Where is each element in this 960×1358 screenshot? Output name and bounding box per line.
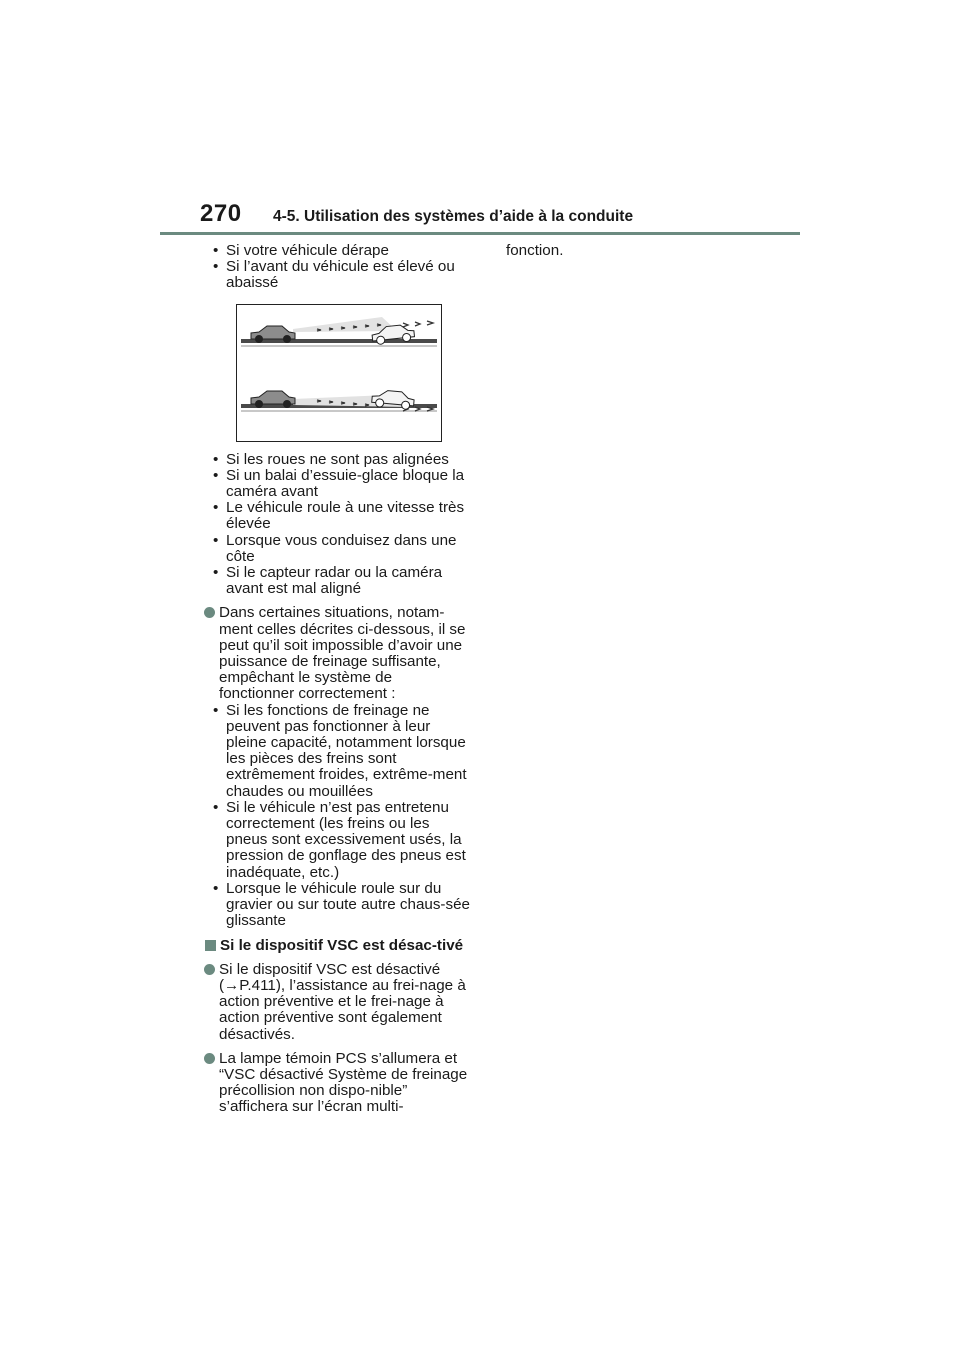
right-column [506, 243, 768, 259]
page-number: 270 [200, 200, 242, 227]
bullet-icon: • [213, 466, 219, 484]
header-rule [160, 232, 800, 235]
list-item: • Le véhicule roule à une vitesse très élevée [213, 499, 465, 533]
bullet-icon: • [213, 564, 219, 582]
list-item: • Si un balai d’essuie-glace bloque la caméra avant [213, 466, 465, 501]
list-item: • Lorsque vous conduisez dans une côte [213, 531, 457, 565]
road-top-shade [241, 345, 437, 347]
bullet-icon: • [213, 879, 219, 897]
circle-bullet-icon [204, 607, 215, 618]
section-title: 4-5. Utilisation des systèmes d’aide à la conduite [273, 208, 634, 225]
road-bottom-shade [241, 410, 437, 412]
circle-bullet-icon [204, 1053, 215, 1064]
vehicle-illustration [236, 304, 442, 442]
list-item: • Si le capteur radar ou la caméra avant est mal aligné [213, 564, 443, 598]
circle-bullet-icon [204, 964, 215, 975]
bullet-icon: • [213, 499, 219, 517]
radar-beam-top [293, 317, 397, 332]
circle-item: Si le dispositif VSC est désactivé (→P.411), l’assistance au frei-nage à action préventive et le frei-nage à action préventive sont également désactivés. [204, 962, 470, 1043]
continuation-text: fonction. [506, 242, 564, 259]
vehicle-illustration-svg [237, 305, 441, 441]
bullet-icon: • [213, 798, 219, 816]
bullet-icon: • [213, 258, 219, 276]
square-heading-icon [205, 940, 216, 951]
list-item: • Si le véhicule n’est pas entretenu correctement (les freins ou les pneus sont excessivement usés, la pression de gonflage des pneus est inadéquate, etc.) [213, 798, 466, 881]
bullet-icon: • [213, 531, 219, 549]
list-item: • Lorsque le véhicule roule sur du gravier ou sur toute autre chaus-sée glissante [213, 879, 470, 930]
list-item: • Si les roues ne sont pas alignées [213, 450, 449, 468]
circle-item: Dans certaines situations, notam-ment celles décrites ci-dessous, il se peut qu’il soit impossible d’avoir une puissance de freinage suffisante, empêchant le système de fonctionner correctement : [204, 605, 470, 702]
list-item: • Si l’avant du véhicule est élevé ou abaissé [213, 258, 455, 292]
bullet-icon: • [213, 701, 219, 719]
section-heading: Si le dispositif VSC est désac-tivé [204, 938, 470, 954]
bullet-icon: • [213, 242, 219, 259]
circle-item: La lampe témoin PCS s’allumera et “VSC désactivé Système de freinage précollision non dispo-nible” s’affichera sur l’écran multi- [204, 1051, 470, 1116]
list-item: • Si votre véhicule dérape [213, 242, 389, 259]
left-column [208, 243, 470, 1116]
list-item: • Si les fonctions de freinage ne peuvent pas fonctionner à leur pleine capacité, notamment lorsque les pièces des freins sont extrêmement froides, extrême-ment chaudes ou mouillées [213, 701, 467, 800]
bullet-icon: • [213, 450, 219, 468]
